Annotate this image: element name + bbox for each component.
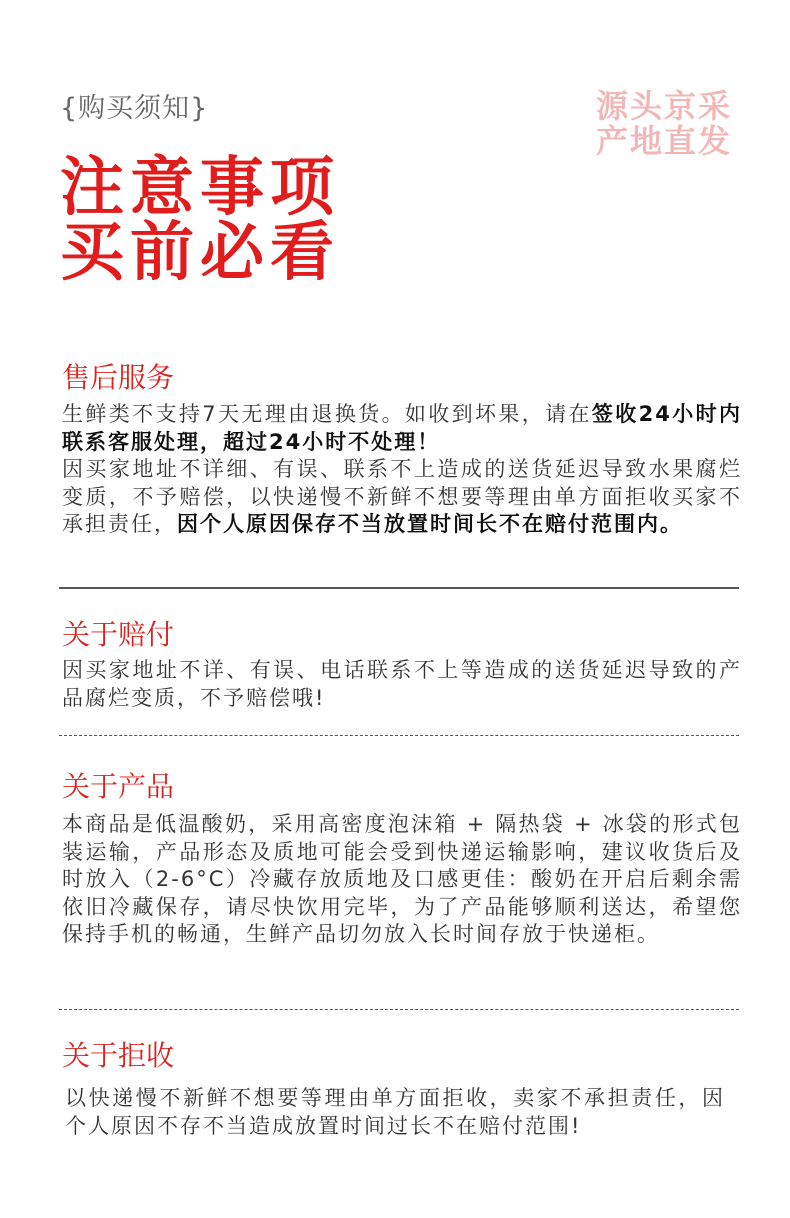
section-title-refusal: 关于拒收 — [62, 1039, 175, 1072]
section-divider-dashed — [59, 735, 739, 736]
after-sales-bold-2: 因个人原因保存不当放置时间长不在赔付范围内。 — [177, 512, 683, 536]
section-title-product: 关于产品 — [62, 770, 175, 803]
section-title-compensation: 关于赔付 — [62, 618, 175, 651]
section-divider-solid — [59, 587, 739, 589]
headline-line2: 买前必看 — [60, 216, 340, 290]
origin-badge-line1: 源头京采 — [595, 87, 732, 125]
section-title-after-sales: 售后服务 — [62, 361, 175, 394]
headline-line1: 注意事项 — [60, 151, 340, 225]
section-divider-dashed — [59, 1009, 739, 1010]
refusal-paragraph: 以快递慢不新鲜不想要等理由单方面拒收，卖家不承担责任，因个人原因不存不当造成放置时间过长不在赔付范围! — [65, 1086, 725, 1138]
after-sales-paragraph — [62, 401, 742, 539]
after-sales-text-2: 因买家地址不详细、有误、联系不上造成的送货延迟导致水果腐烂变质，不予赔偿，以快递慢不新鲜不想要等理由单方面拒收买家不承担责任， — [62, 457, 742, 536]
origin-badge-line2: 产地直发 — [595, 122, 732, 160]
notice-kicker: {购买须知} — [60, 93, 209, 124]
after-sales-bold-1: 签收24小时内联系客服处理，超过24小时不处理！ — [62, 402, 743, 454]
after-sales-text-1: 生鲜类不支持7天无理由退换货。如收到坏果，请在 — [62, 402, 592, 426]
product-paragraph: 本商品是低温酸奶，采用高密度泡沫箱 + 隔热袋 + 冰袋的形式包装运输，产品形态及质地可能会受到快递运输影响，建议收货后及时放入（2-6°C）冷藏存放质地及口感更佳：酸奶在开启后剩余需依旧冷藏保存，请尽快饮用完毕，为了产品能够顺利送达，希望您保持手机的畅通，生鲜产品切勿放入长时间存放于快递柜。 — [62, 812, 742, 946]
compensation-paragraph: 因买家地址不详、有误、电话联系不上等造成的送货延迟导致的产品腐烂变质，不予赔偿哦! — [62, 658, 742, 710]
